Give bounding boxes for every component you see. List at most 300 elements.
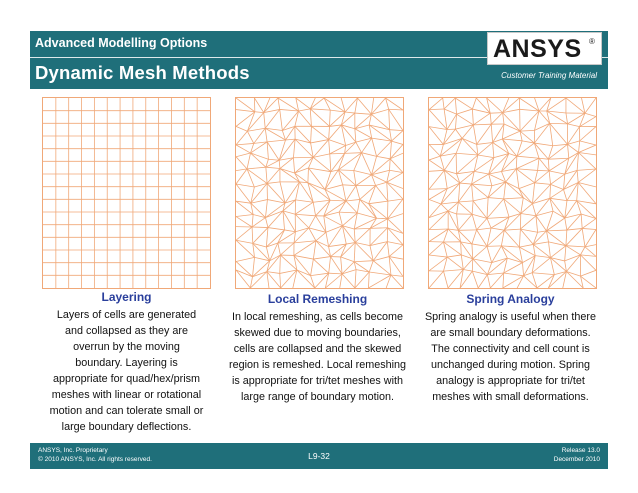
layering-line: overrun by the moving <box>73 341 180 353</box>
mesh-edge <box>519 244 533 247</box>
mesh-edge <box>286 126 295 140</box>
mesh-edge <box>578 169 596 182</box>
mesh-edge <box>389 109 403 130</box>
mesh-edge <box>516 169 519 189</box>
mesh-edge <box>502 139 522 141</box>
mesh-edge <box>346 186 356 201</box>
mesh-edge <box>331 257 343 274</box>
layering-line: motion and can tolerate small or <box>49 405 204 417</box>
mesh-edge <box>391 275 403 276</box>
mesh-edge <box>472 184 492 186</box>
mesh-edge <box>280 169 295 174</box>
mesh-edge <box>472 109 473 125</box>
mesh-edge <box>339 212 357 213</box>
mesh-edge <box>472 244 487 246</box>
page-number: L9-32 <box>308 451 330 461</box>
mesh-edge <box>520 111 539 131</box>
mesh-edge <box>457 109 473 114</box>
mesh-edge <box>581 270 596 276</box>
mesh-edge <box>502 131 520 139</box>
mesh-edge <box>461 255 463 270</box>
mesh-edge <box>236 257 255 261</box>
mesh-edge <box>472 230 477 244</box>
mesh-edge <box>280 109 283 130</box>
remesh-line: In local remeshing, as cells become <box>231 311 404 323</box>
mesh-edge <box>236 215 253 217</box>
mesh-edge <box>443 269 463 271</box>
mesh-edge <box>546 218 564 231</box>
mesh-edge <box>535 183 551 185</box>
footer-bar <box>30 443 608 469</box>
mesh-edge <box>390 159 391 170</box>
mesh-edge <box>354 229 355 242</box>
mesh-edge <box>443 271 448 288</box>
mesh-edge <box>265 128 267 142</box>
mesh-edge <box>299 111 312 126</box>
mesh-edge <box>372 138 377 156</box>
mesh-edge <box>521 198 523 214</box>
mesh-edge <box>266 167 280 168</box>
mesh-edge <box>585 230 596 247</box>
mesh-edge <box>309 216 316 228</box>
mesh-edge <box>355 113 372 114</box>
mesh-edge <box>329 125 342 140</box>
mesh-edge <box>582 228 585 246</box>
mesh-edge <box>473 113 490 125</box>
mesh-edge <box>356 142 362 153</box>
mesh-edge <box>472 184 489 198</box>
local-remeshing-panel <box>225 291 410 405</box>
mesh-edge <box>267 140 285 142</box>
mesh-edge <box>551 184 564 189</box>
mesh-edge <box>266 167 267 183</box>
mesh-edge <box>549 171 565 174</box>
mesh-edge <box>546 211 553 231</box>
mesh-edge <box>293 158 294 173</box>
mesh-edge <box>478 155 494 158</box>
mesh-edge <box>550 189 564 198</box>
mesh-edge <box>577 170 578 182</box>
mesh-edge <box>580 117 596 127</box>
mesh-edge <box>504 230 519 247</box>
mesh-edge <box>329 140 330 154</box>
spring-line: Spring analogy is useful when there <box>424 311 597 323</box>
layering-panel <box>34 289 219 435</box>
ansys-logo <box>487 32 602 65</box>
mesh-edge <box>503 98 520 113</box>
mesh-edge <box>316 232 326 240</box>
mesh-edge <box>356 186 360 200</box>
mesh-edge <box>357 98 371 114</box>
mesh-edge <box>550 246 565 258</box>
mesh-edge <box>548 144 567 159</box>
mesh-edge <box>268 228 285 230</box>
mesh-edge <box>280 243 294 255</box>
mesh-edge <box>487 218 491 228</box>
mesh-edge <box>516 169 537 171</box>
mesh-edge <box>236 169 247 171</box>
mesh-edge <box>279 140 285 160</box>
mesh-edge <box>295 168 309 173</box>
mesh-edge <box>311 126 312 143</box>
mesh-edge <box>253 257 255 276</box>
mesh-edge <box>295 214 309 228</box>
mesh-edge <box>457 114 474 125</box>
mesh-edge <box>266 230 284 247</box>
mesh-edge <box>566 113 568 124</box>
mesh-edge <box>266 228 268 247</box>
mesh-edge <box>254 128 265 143</box>
local-remeshing-mesh-diagram <box>235 97 404 289</box>
mesh-edge <box>447 114 457 129</box>
mesh-edge <box>357 213 376 218</box>
mesh-edge <box>565 218 567 230</box>
mesh-edge <box>472 201 473 214</box>
mesh-edge <box>362 153 377 157</box>
mesh-edge <box>377 156 391 158</box>
mesh-edge <box>253 243 255 257</box>
mesh-edge <box>429 156 440 160</box>
mesh-edge <box>390 130 403 131</box>
mesh-edge <box>519 247 535 256</box>
mesh-edge <box>565 246 566 261</box>
mesh-edge <box>490 113 491 124</box>
mesh-edge <box>550 184 551 198</box>
spring-analogy-heading: Spring Analogy <box>466 292 555 306</box>
mesh-edge <box>278 98 280 109</box>
mesh-edge <box>447 183 460 189</box>
mesh-edge <box>582 219 596 229</box>
layering-line: appropriate for quad/hex/prism <box>52 373 201 385</box>
mesh-edge <box>370 228 388 246</box>
spring-line: analogy is appropriate for tri/tet <box>436 375 585 387</box>
mesh-edge <box>441 202 458 204</box>
mesh-edge <box>310 109 311 127</box>
mesh-edge <box>487 246 492 262</box>
mesh-edge <box>520 130 534 131</box>
mesh-edge <box>534 143 552 146</box>
mesh-edge <box>579 145 596 152</box>
mesh-edge <box>253 228 268 244</box>
mesh-edge <box>368 275 390 288</box>
mesh-edge <box>504 199 521 214</box>
mesh-edge <box>504 229 520 230</box>
mesh-edge <box>354 228 370 229</box>
mesh-edge <box>390 153 403 159</box>
mesh-edge <box>503 273 504 288</box>
mesh-edge <box>472 98 476 109</box>
mesh-edge <box>280 255 281 273</box>
mesh-edge <box>387 182 403 199</box>
mesh-edge <box>313 259 328 273</box>
mesh-edge <box>310 109 330 110</box>
mesh-edge <box>491 124 492 142</box>
mesh-edge <box>462 138 477 144</box>
mesh-edge <box>247 153 250 169</box>
mesh-edge <box>539 158 548 159</box>
mesh-edge <box>324 216 343 226</box>
spring-line: The connectivity and cell count is <box>431 343 590 355</box>
mesh-edge <box>360 199 377 218</box>
mesh-edge <box>491 113 502 125</box>
mesh-edge <box>501 246 507 258</box>
mesh-edge <box>316 241 329 247</box>
mesh-edge <box>462 138 478 155</box>
mesh-edge <box>390 141 391 159</box>
mesh-edge <box>338 170 353 171</box>
mesh-edge <box>501 154 508 172</box>
mesh-edge <box>501 246 519 247</box>
release-version: Release 13.0 <box>561 447 600 454</box>
mesh-edge <box>329 273 342 274</box>
mesh-edge <box>310 109 329 127</box>
mesh-edge <box>342 274 355 288</box>
mesh-edge <box>538 158 539 170</box>
mesh-edge <box>504 182 506 199</box>
mesh-edge <box>311 259 314 276</box>
mesh-edge <box>343 185 346 201</box>
mesh-edge <box>391 141 403 144</box>
mesh-edge <box>578 182 596 203</box>
mesh-edge <box>546 230 566 231</box>
mesh-edge <box>441 183 460 204</box>
mesh-edge <box>517 156 539 158</box>
mesh-edge <box>463 259 473 270</box>
mesh-edge <box>455 98 456 114</box>
mesh-edge <box>236 157 247 169</box>
mesh-edge <box>443 98 444 109</box>
mesh-edge <box>429 98 443 110</box>
mesh-edge <box>355 228 370 242</box>
mesh-edge <box>254 98 263 113</box>
local-remeshing-heading: Local Remeshing <box>267 292 368 306</box>
mesh-edge <box>580 255 596 257</box>
mesh-edge <box>330 146 346 154</box>
mesh-edge <box>355 129 372 138</box>
mesh-edge <box>532 273 554 275</box>
mesh-edge <box>339 212 342 226</box>
mesh-edge <box>532 204 536 216</box>
remesh-line: large range of boundary motion. <box>240 391 395 403</box>
mesh-edge <box>264 98 270 113</box>
mesh-edge <box>429 255 447 257</box>
spring-analogy-description <box>418 309 603 405</box>
mesh-edge <box>472 271 478 288</box>
mesh-edge <box>478 275 487 288</box>
mesh-edge <box>477 124 492 144</box>
mesh-edge <box>429 109 444 110</box>
mesh-edge <box>339 201 346 212</box>
mesh-edge <box>236 261 253 276</box>
mesh-edge <box>345 112 355 113</box>
mesh-edge <box>429 271 443 288</box>
mesh-edge <box>377 141 392 156</box>
mesh-edge <box>354 170 372 174</box>
mesh-edge <box>236 126 247 131</box>
mesh-edge <box>489 174 492 186</box>
mesh-edge <box>429 127 443 145</box>
mesh-edge <box>580 141 596 145</box>
mesh-edge <box>308 183 313 202</box>
mesh-edge <box>389 257 403 277</box>
mesh-edge <box>429 229 448 230</box>
mesh-edge <box>520 216 536 229</box>
mesh-edge <box>316 241 331 257</box>
mesh-edge <box>252 227 268 228</box>
mesh-edge <box>458 201 473 202</box>
mesh-edge <box>429 242 443 255</box>
mesh-edge <box>474 171 489 174</box>
mesh-edge <box>455 98 472 109</box>
mesh-edge <box>368 272 369 288</box>
mesh-edge <box>568 113 585 124</box>
mesh-edge <box>491 228 504 230</box>
mesh-edge <box>265 200 267 218</box>
mesh-edge <box>582 228 596 229</box>
mesh-edge <box>236 143 254 144</box>
mesh-edge <box>279 160 280 168</box>
mesh-edge <box>521 204 533 214</box>
mesh-edge <box>278 243 281 255</box>
mesh-edge <box>444 98 455 109</box>
mesh-edge <box>267 142 268 159</box>
mesh-edge <box>310 98 324 109</box>
mesh-edge <box>355 270 356 288</box>
mesh-edge <box>487 273 503 275</box>
mesh-edge <box>354 170 356 185</box>
mesh-edge <box>447 255 461 257</box>
mesh-edge <box>519 183 535 189</box>
copyright-notice: © 2010 ANSYS, Inc. All rights reserved. <box>38 456 152 463</box>
mesh-edge <box>585 113 596 116</box>
mesh-edge <box>566 246 581 255</box>
mesh-edge <box>491 217 509 228</box>
mesh-edge <box>355 272 369 288</box>
mesh-edge <box>516 156 517 169</box>
mesh-edge <box>357 199 360 213</box>
section-title: Advanced Modelling Options <box>35 36 208 50</box>
mesh-edge <box>369 261 373 272</box>
mesh-edge <box>308 168 309 183</box>
mesh-edge <box>487 217 509 218</box>
mesh-edge <box>372 156 377 174</box>
mesh-edge <box>268 159 279 160</box>
mesh-edge <box>388 199 403 201</box>
layering-description <box>34 307 219 435</box>
mesh-edge <box>267 272 280 274</box>
mesh-edge <box>519 98 539 111</box>
mesh-edge <box>356 175 371 186</box>
mesh-edge <box>311 273 329 275</box>
mesh-edge <box>487 98 503 113</box>
mesh-edge <box>477 228 491 230</box>
mesh-edge <box>345 153 362 154</box>
mesh-edge <box>539 158 549 171</box>
mesh-edge <box>487 198 488 219</box>
mesh-edge <box>299 109 311 111</box>
mesh-edge <box>267 182 280 184</box>
mesh-edge <box>325 172 331 190</box>
spring-analogy-mesh-diagram <box>428 97 597 289</box>
mesh-edge <box>236 217 252 227</box>
mesh-edge <box>255 112 264 113</box>
mesh-edge <box>477 230 487 247</box>
mesh-edge <box>267 169 280 184</box>
mesh-edge <box>264 113 266 129</box>
mesh-edge <box>329 110 330 126</box>
mesh-edge <box>343 185 356 186</box>
mesh-edge <box>577 169 596 170</box>
mesh-edge <box>444 170 447 188</box>
mesh-edge <box>387 182 388 201</box>
mesh-edge <box>370 228 387 229</box>
mesh-edge <box>362 153 372 175</box>
mesh-edge <box>251 153 269 159</box>
mesh-edge <box>490 273 503 288</box>
remesh-line: skewed due to moving boundaries, <box>234 327 401 339</box>
mesh-edge <box>247 131 253 143</box>
mesh-edge <box>354 261 373 262</box>
mesh-edge <box>504 124 520 131</box>
mesh-edge <box>341 257 355 262</box>
mesh-edge <box>567 228 582 230</box>
mesh-edge <box>548 159 549 171</box>
mesh-edge <box>547 98 566 111</box>
mesh-edge <box>585 98 596 113</box>
mesh-edge <box>326 232 329 246</box>
mesh-edge <box>369 201 388 204</box>
mesh-edge <box>267 142 279 160</box>
mesh-edge <box>460 183 472 184</box>
mesh-edge <box>472 214 476 230</box>
mesh-edge <box>504 263 523 273</box>
mesh-edge <box>390 130 392 141</box>
mesh-edge <box>536 211 553 216</box>
mesh-edge <box>388 219 403 234</box>
mesh-edge <box>252 215 253 227</box>
mesh-edge <box>280 273 281 288</box>
mesh-edge <box>236 184 251 203</box>
customer-training-tagline: Customer Training Material <box>501 71 597 80</box>
mesh-edge <box>280 158 294 169</box>
mesh-edge <box>506 182 524 198</box>
mesh-edge <box>429 189 447 200</box>
layering-line: Layers of cells are generated <box>56 309 197 321</box>
mesh-edge <box>313 200 330 202</box>
mesh-edge <box>535 98 539 111</box>
mesh-edge <box>532 183 534 204</box>
mesh-edge <box>455 129 462 138</box>
mesh-edge <box>458 202 472 214</box>
mesh-edge <box>566 228 582 245</box>
mesh-edge <box>389 109 403 110</box>
mesh-edge <box>472 174 489 184</box>
mesh-edge <box>387 182 403 188</box>
mesh-edge <box>236 184 254 187</box>
mesh-edge <box>580 255 596 270</box>
mesh-edge <box>579 152 596 169</box>
mesh-edge <box>447 257 463 269</box>
header-bar <box>30 31 608 89</box>
mesh-edge <box>278 98 299 111</box>
mesh-edge <box>387 242 389 257</box>
release-date: December 2010 <box>553 456 600 463</box>
mesh-edge <box>568 124 580 127</box>
mesh-edge <box>247 167 266 169</box>
mesh-edge <box>456 153 478 155</box>
mesh-edge <box>389 109 390 129</box>
mesh-edge <box>551 174 565 184</box>
